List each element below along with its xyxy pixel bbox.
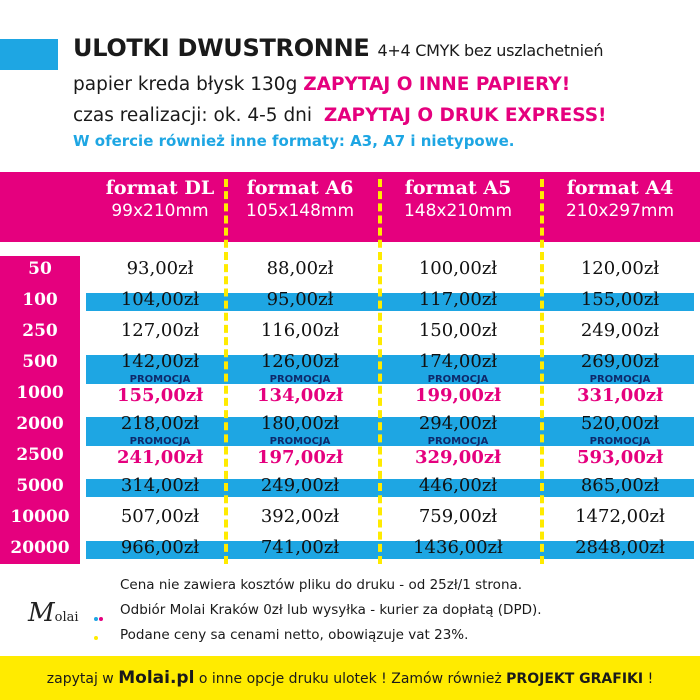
- price-cell: 392,00zł: [260, 506, 340, 527]
- price-cell: 95,00zł: [266, 289, 334, 310]
- quantity-label: 2000: [16, 414, 64, 434]
- price-cell: 520,00zł: [580, 413, 660, 434]
- price-cell: 759,00zł: [418, 506, 498, 527]
- quantity-label: 10000: [10, 507, 70, 527]
- promo-badge: PROMOCJA: [427, 436, 489, 447]
- price-cell: 1472,00zł: [575, 506, 665, 527]
- price-cell: 126,00zł: [260, 351, 340, 372]
- promo-badge: PROMOCJA: [129, 374, 191, 385]
- promo-badge: PROMOCJA: [129, 436, 191, 447]
- price-cell: 93,00zł: [126, 258, 194, 279]
- time-text: czas realizacji: ok. 4-5 dni: [73, 105, 313, 126]
- quantity-label: 20000: [10, 538, 70, 558]
- column-header-4: [545, 176, 695, 222]
- molai-logo: [28, 598, 108, 638]
- price-cell: 117,00zł: [418, 289, 498, 310]
- price-cell: 331,00zł: [576, 385, 664, 406]
- price-cell: 155,00zł: [116, 385, 204, 406]
- footer-text: [0, 668, 700, 688]
- column-format-dims: 105x148mm: [245, 201, 355, 221]
- price-cell: 88,00zł: [266, 258, 334, 279]
- time-cta: ZAPYTAJ O DRUK EXPRESS!: [323, 105, 607, 126]
- column-format-name: format A4: [566, 177, 674, 199]
- price-cell: 1436,00zł: [413, 537, 503, 558]
- price-cell: 150,00zł: [418, 320, 498, 341]
- note-1: Cena nie zawiera kosztów pliku do druku - od 25zł/1 strona.: [120, 577, 523, 593]
- column-format-dims: 99x210mm: [111, 201, 209, 221]
- promo-badge: PROMOCJA: [269, 436, 331, 447]
- paper-text: papier kreda błysk 130g: [73, 74, 298, 95]
- formats-note: W ofercie również inne formaty: A3, A7 i nietypowe.: [73, 132, 515, 150]
- price-cell: 100,00zł: [418, 258, 498, 279]
- column-divider: [540, 179, 544, 564]
- price-cell: 155,00zł: [580, 289, 660, 310]
- price-cell: 249,00zł: [580, 320, 660, 341]
- column-format-dims: 210x297mm: [565, 201, 675, 221]
- price-cell: 593,00zł: [576, 447, 664, 468]
- price-cell: 120,00zł: [580, 258, 660, 279]
- quantity-label: 250: [22, 321, 58, 341]
- price-cell: 197,00zł: [256, 447, 344, 468]
- quantity-label: 1000: [16, 383, 64, 403]
- footer-site-link[interactable]: Molai.pl: [118, 668, 195, 688]
- promo-badge: PROMOCJA: [427, 374, 489, 385]
- paper-line: [73, 74, 570, 95]
- price-cell: 134,00zł: [256, 385, 344, 406]
- promo-badge: PROMOCJA: [269, 374, 331, 385]
- time-line: [73, 105, 607, 126]
- column-format-name: format A6: [246, 177, 354, 199]
- title-sub: 4+4 CMYK bez uszlachetnień: [377, 41, 604, 60]
- price-cell: 116,00zł: [260, 320, 340, 341]
- title-main: ULOTKI DWUSTRONNE: [73, 34, 370, 62]
- price-cell: 241,00zł: [116, 447, 204, 468]
- price-cell: 180,00zł: [260, 413, 340, 434]
- quantity-label: 2500: [16, 445, 64, 465]
- price-cell: 199,00zł: [414, 385, 502, 406]
- footer-end: !: [647, 671, 654, 687]
- price-cell: 865,00zł: [580, 475, 660, 496]
- promo-badge: PROMOCJA: [589, 436, 651, 447]
- corner-accent: [0, 39, 58, 70]
- column-format-dims: 148x210mm: [403, 201, 513, 221]
- page-title: [73, 34, 603, 62]
- footer-bold: PROJEKT GRAFIKI: [506, 671, 644, 687]
- price-cell: 329,00zł: [414, 447, 502, 468]
- footer-pre: zapytaj w: [46, 671, 114, 687]
- price-cell: 446,00zł: [418, 475, 498, 496]
- price-cell: 218,00zł: [120, 413, 200, 434]
- price-cell: 142,00zł: [120, 351, 200, 372]
- footer-mid: o inne opcje druku ulotek ! Zamów również: [198, 671, 502, 687]
- price-cell: 104,00zł: [120, 289, 200, 310]
- paper-cta: ZAPYTAJ O INNE PAPIERY!: [303, 74, 571, 95]
- price-cell: 294,00zł: [418, 413, 498, 434]
- price-cell: 741,00zł: [260, 537, 340, 558]
- column-header-2: [225, 176, 375, 222]
- quantity-label: 500: [22, 352, 58, 372]
- column-divider: [378, 179, 382, 564]
- price-cell: 127,00zł: [120, 320, 200, 341]
- logo-dots-icon: [94, 606, 108, 644]
- price-cell: 2848,00zł: [575, 537, 665, 558]
- quantity-label: 100: [22, 290, 58, 310]
- price-cell: 966,00zł: [120, 537, 200, 558]
- note-3: Podane ceny sa cenami netto, obowiązuje vat 23%.: [120, 627, 469, 643]
- column-format-name: format DL: [105, 177, 215, 199]
- price-cell: 249,00zł: [260, 475, 340, 496]
- note-2: Odbiór Molai Kraków 0zł lub wysyłka - kurier za dopłatą (DPD).: [120, 602, 542, 618]
- promo-badge: PROMOCJA: [589, 374, 651, 385]
- price-cell: 174,00zł: [418, 351, 498, 372]
- logo-m: M: [28, 598, 55, 628]
- logo-rest: olai: [54, 610, 79, 625]
- column-header-3: [383, 176, 533, 222]
- column-format-name: format A5: [404, 177, 512, 199]
- quantity-label: 5000: [16, 476, 64, 496]
- price-cell: 507,00zł: [120, 506, 200, 527]
- price-cell: 314,00zł: [120, 475, 200, 496]
- quantity-label: 50: [28, 259, 52, 279]
- column-header-1: [85, 176, 235, 222]
- price-cell: 269,00zł: [580, 351, 660, 372]
